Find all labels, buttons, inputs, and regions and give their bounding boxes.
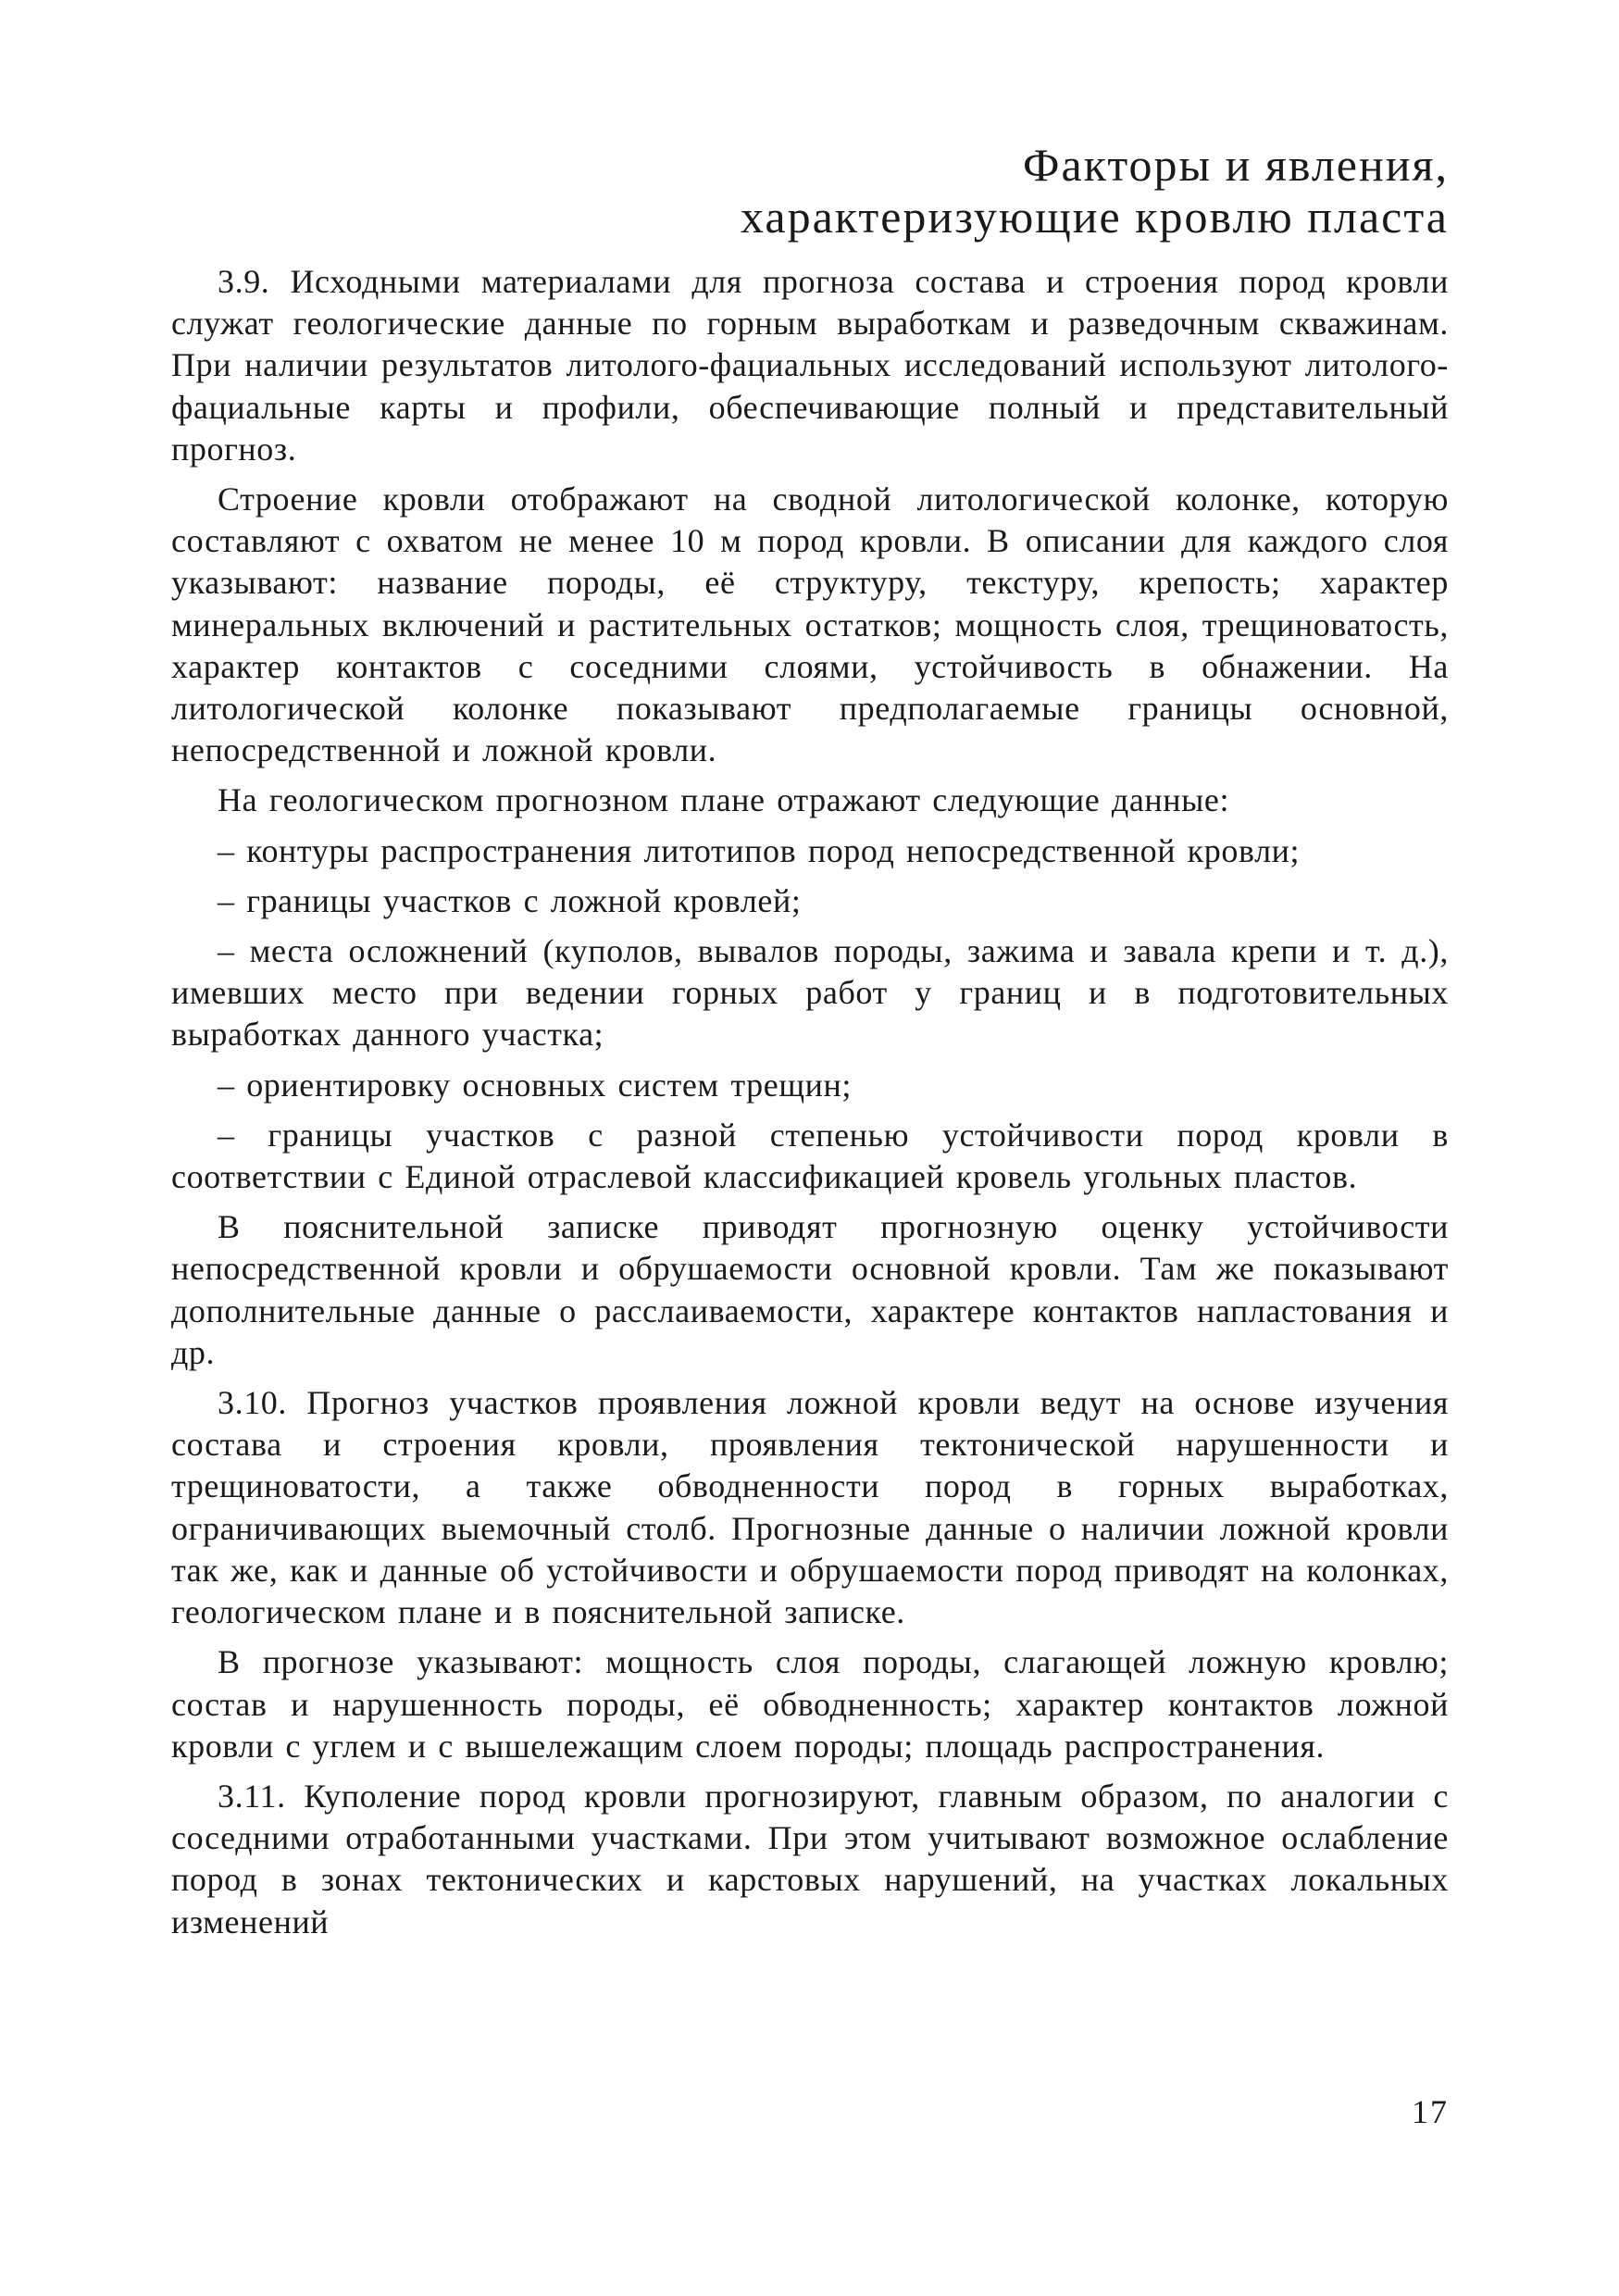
list-item-false-roof-boundaries: – границы участков с ложной кровлей; — [218, 881, 802, 919]
paragraph-3-9: 3.9. Исходными материалами для прогноза состава и строения пород кровли служат геологические данные по горным выработкам и разведочным скважинам. При наличии результатов литолого-фациальных исследований используют литолого-фациальные карты и профили, обеспечивающие полный и представительный прогноз. — [171, 263, 1449, 468]
list-item-contours: – контуры распространения литотипов пород непосредственной кровли; — [218, 831, 1301, 869]
paragraph-forecast-details: В прогнозе указывают: мощность слоя породы, слагающей ложную кровлю; состав и нарушенность породы, её обводненность; характер контактов ложной кровли с углем и с вышележащим слоем породы; площадь распространения. — [171, 1643, 1449, 1765]
paragraph-geological-plan: На геологическом прогнозном плане отражают следующие данные: — [218, 781, 1230, 819]
section-heading-line-1: Факторы и явления, — [1023, 139, 1449, 191]
page — [171, 139, 1449, 2176]
paragraph-explanatory-note: В пояснительной записке приводят прогнозную оценку устойчивости непосредственной кровли и обрушаемости основной кровли. Там же показывают дополнительные данные о расслаиваемости, характере контактов напластования и др. — [171, 1208, 1449, 1371]
section-heading — [171, 139, 1449, 243]
paragraph-roof-structure: Строение кровли отображают на сводной литологической колонке, которую составляют с охватом не менее 10 м пород кровли. В описании для каждого слоя указывают: название породы, её структуру, текстуру, крепость; характер минеральных включений и растительных остатков; мощность слоя, трещиноватость, характер контактов с соседними слоями, устойчивость в обнажении. На литологической колонке показывают предполагаемые границы основной, непосредственной и ложной кровли. — [171, 480, 1449, 769]
paragraph-3-10: 3.10. Прогноз участков проявления ложной кровли ведут на основе изучения состава и строения кровли, проявления тектонической нарушенности и трещиноватости, а также обводненности пород в горных выработках, ограничивающих выемочный столб. Прогнозные данные о наличии ложной кровли так же, как и данные об устойчивости и обрушаемости пород приводят на колонках, геологическом плане и в пояснительной записке. — [171, 1384, 1449, 1631]
list-item-complications: – места осложнений (куполов, вывалов породы, зажима и завала крепи и т. д.), имевших место при ведении горных работ у границ и в подготовительных выработках данного участка; — [171, 932, 1449, 1054]
list-item-fracture-systems: – ориентировку основных систем трещин; — [218, 1066, 852, 1104]
paragraph-3-11: 3.11. Куполение пород кровли прогнозируют, главным образом, по аналогии с соседними отработанными участками. При этом учитывают возможное ослабление пород в зонах тектонических и карстовых нарушений, на участках локальных изменений — [171, 1777, 1449, 1940]
list-item-stability-boundaries: – границы участков с разной степенью устойчивости пород кровли в соответствии с Единой отраслевой классификацией кровель угольных пластов. — [171, 1116, 1449, 1196]
page-number: 17 — [1412, 2093, 1449, 2130]
body-text — [171, 261, 1449, 1943]
section-heading-line-2: характеризующие кровлю пласта — [741, 191, 1449, 243]
